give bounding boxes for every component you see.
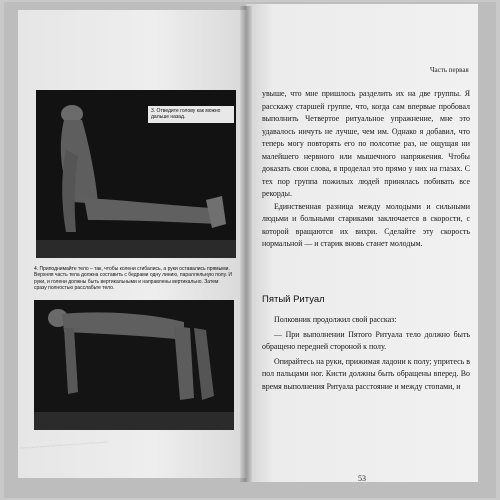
page-bleed-through-text: ~~~~~~~~~~~~~~~~~~: [19, 436, 108, 454]
paragraph-4: — При выполнении Пятого Ритуала тело должно быть обращено передней стороной к полу.: [262, 329, 470, 351]
running-header: Часть первая: [430, 66, 469, 74]
section-title: Пятый Ритуал: [262, 294, 325, 305]
caption-step-4: 4. Приподнимайте тело – так, чтобы колени сгибались, а руки оставались прямыми. Верхняя часть тела должна составить с бедрами одну линию, параллельную полу. И руки, и голени должны быть вертикальными и направлены вертикально. Затем сразу полностью расслабьте тело.: [34, 266, 232, 292]
page-number: 53: [358, 474, 366, 483]
body-text-bottom: [262, 314, 470, 395]
paragraph-1: увыше, что мне пришлось разделить их на две группы. Я расскажу старшей группе, что, когда сам впервые пробовал выполнить Четвертое ритуальное упражнение, мне это удавалось ничуть не лучше, чем им. Однако я добавил, что теперь могу повторять его по полсотне раз, не ощущая ни малейшего нервного или мышечного напряжения. Чтобы доказать свои слова, я проделал это прямо у них на глазах. С тех пор группа пожилых людей принялась побивать все рекорды.: [262, 89, 470, 198]
body-text-top: [262, 88, 470, 251]
paragraph-5: Опирайтесь на руки, прижимая ладони к полу; упритесь в пол пальцами ног. Кисти должны быть обращены вперед. Во время выполнения Ритуала расстояние и между стопами, и: [262, 356, 470, 391]
photo-figure-table-top: [34, 300, 234, 430]
book-gutter: [240, 6, 252, 482]
exercise-photo-step-4: [34, 300, 234, 430]
caption-step-3: 3. Отведите голову как можно дальше назад.: [148, 106, 234, 123]
paragraph-3: Полковник продолжил свой рассказ:: [274, 315, 397, 324]
paragraph-2: Единственная разница между молодыми и сильными людьми и больными стариками заключается в скорости, с которой вращаются их вихри. Сделайте эту скорость нормальной — и старик вновь станет молодым.: [262, 201, 470, 248]
